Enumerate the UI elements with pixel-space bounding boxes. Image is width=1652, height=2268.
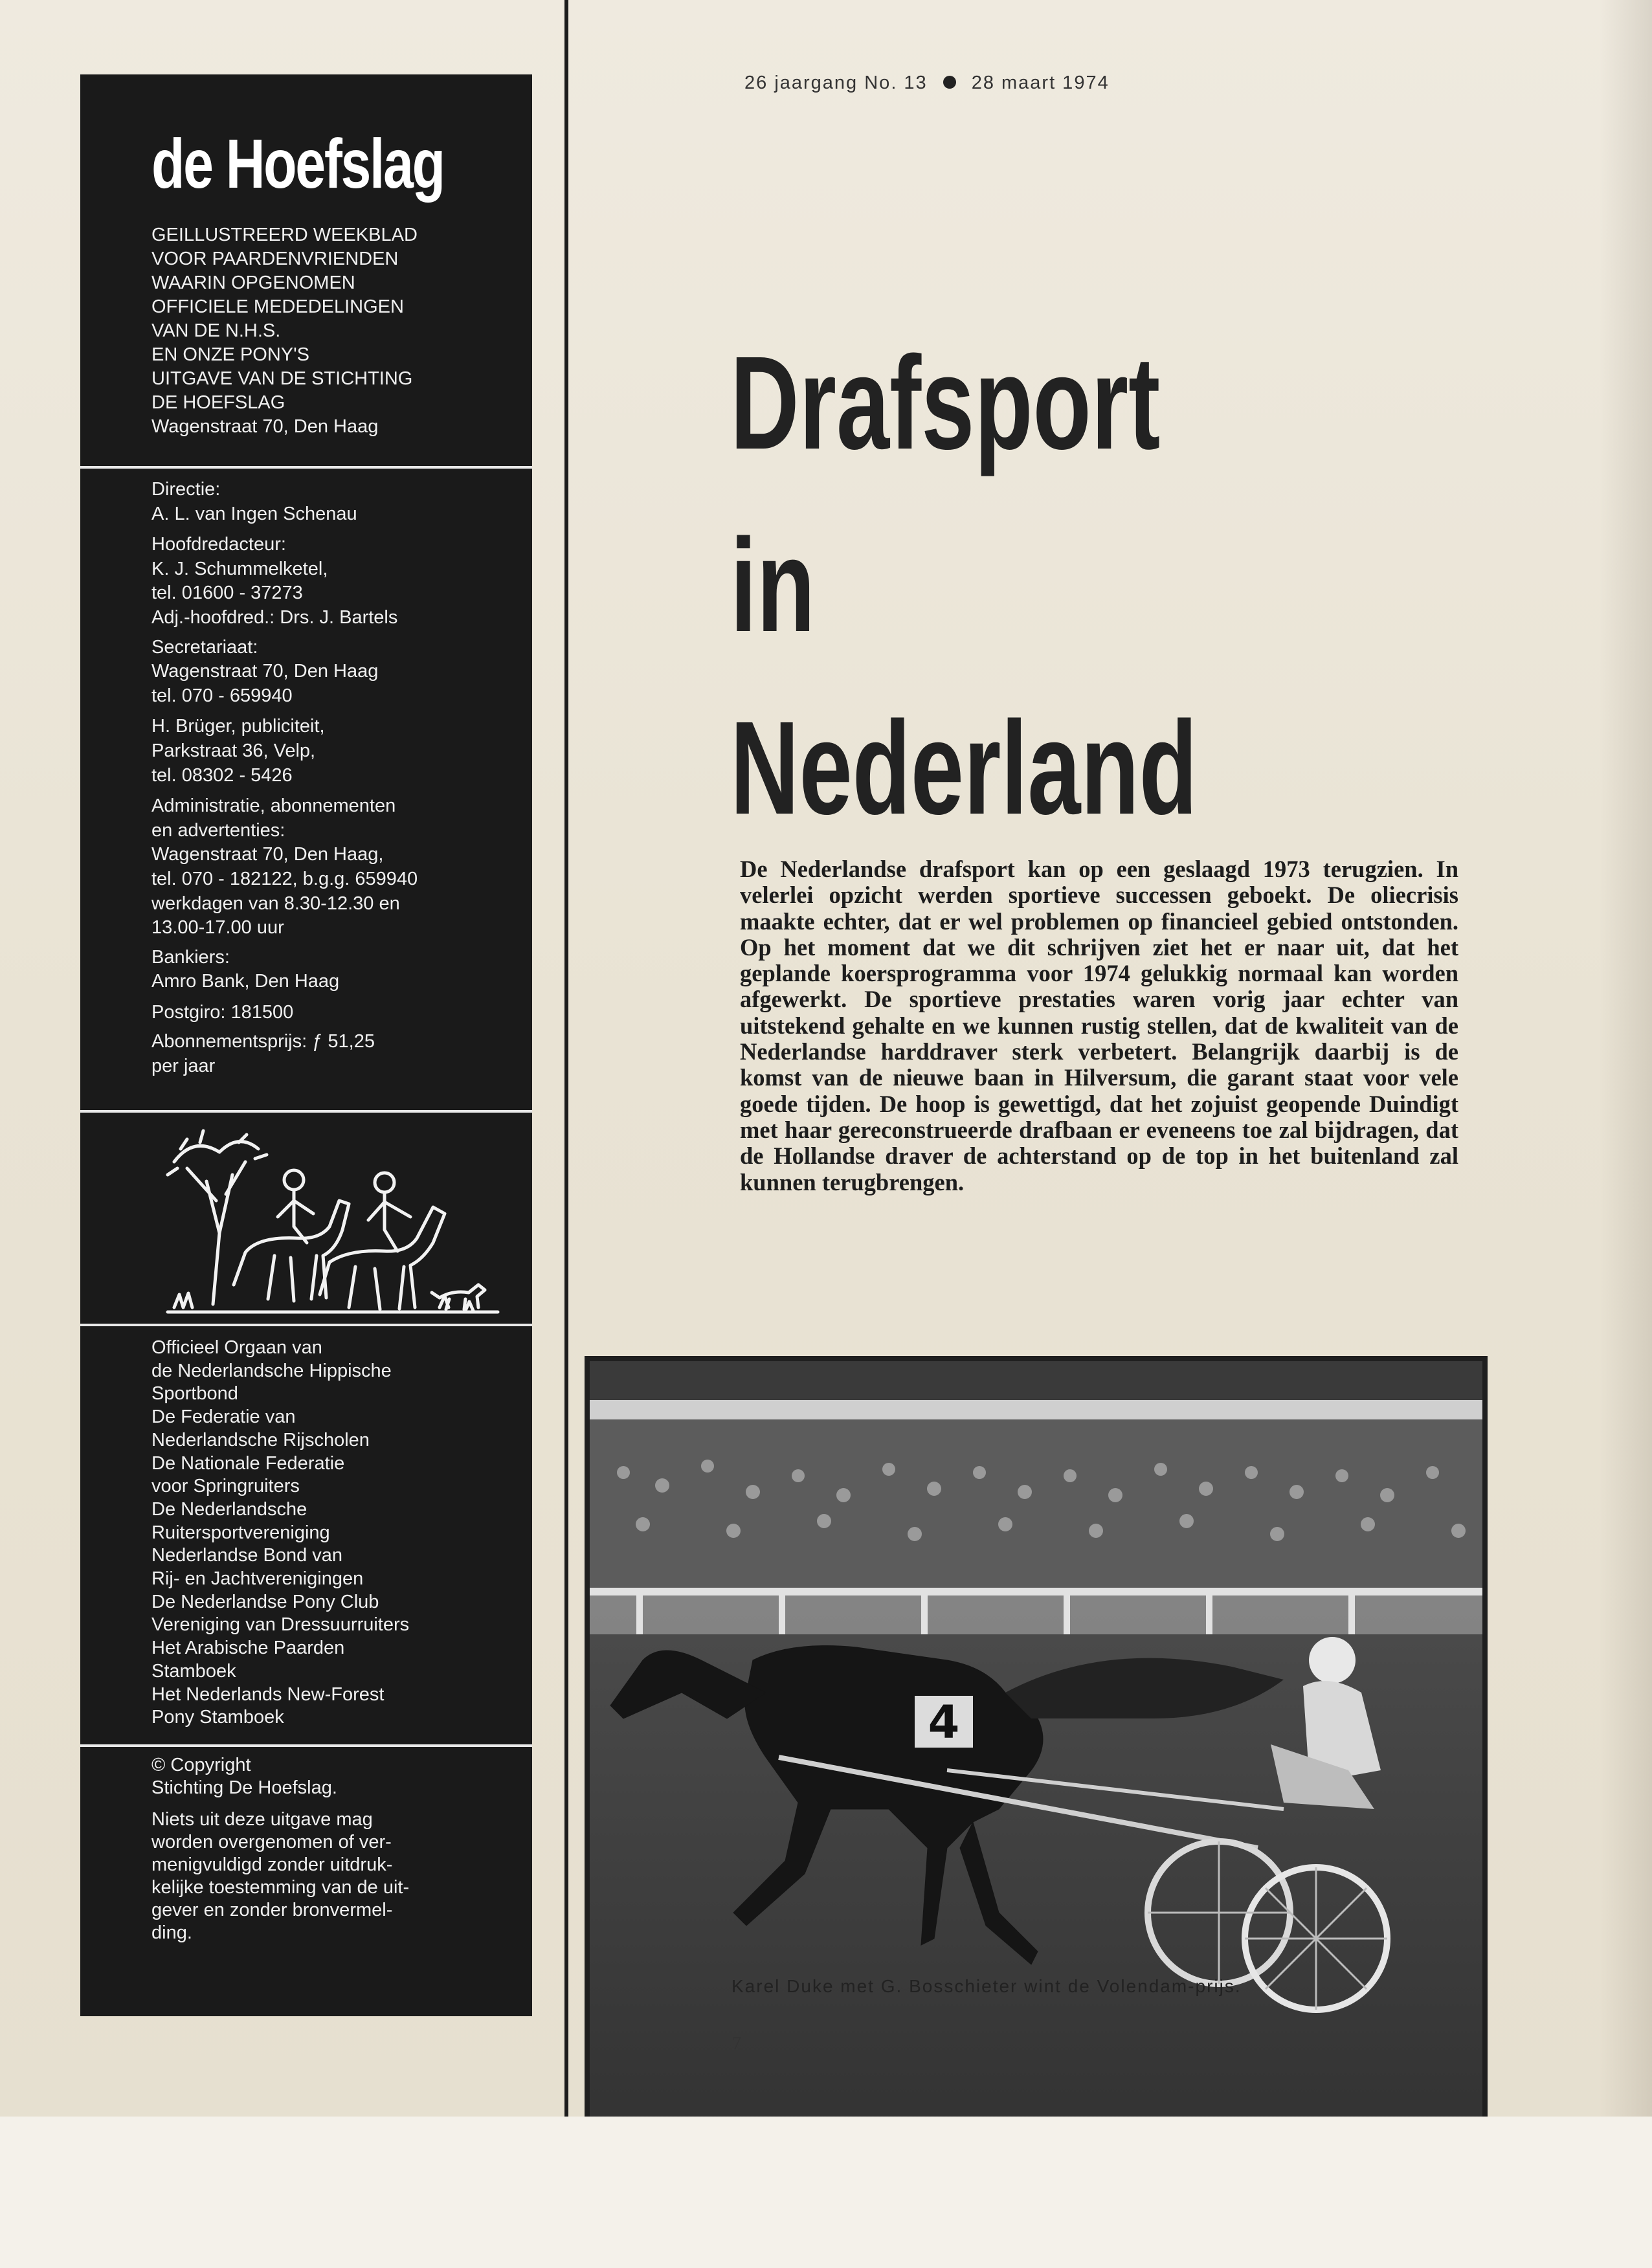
notice-line: menigvuldigd zonder uitdruk- bbox=[151, 1854, 393, 1875]
race-number: 4 bbox=[928, 1696, 960, 1749]
masthead-divider bbox=[80, 1324, 532, 1326]
intro-line: GEILLUSTREERD WEEKBLAD bbox=[151, 225, 418, 245]
intro-line: VOOR PAARDENVRIENDEN bbox=[151, 249, 399, 269]
horse-riders-illustration bbox=[161, 1123, 511, 1317]
headline-line: Drafsport bbox=[730, 329, 1161, 477]
organ-line: Nederlandse Bond van bbox=[151, 1545, 343, 1566]
organ-line: De Federatie van bbox=[151, 1406, 296, 1428]
staff-line: Directie: bbox=[151, 479, 221, 500]
staff-line: K. J. Schummelketel, bbox=[151, 558, 328, 579]
staff-line: Abonnementsprijs: ƒ 51,25 bbox=[151, 1031, 375, 1052]
staff-line: per jaar bbox=[151, 1056, 216, 1077]
photo-caption: Karel Duke met G. Bosschieter wint de Volendam-prijs. bbox=[731, 1976, 1242, 1996]
masthead-divider bbox=[80, 466, 532, 469]
masthead-logo: de Hoefslag bbox=[151, 124, 444, 203]
headline-line: Nederland bbox=[730, 694, 1198, 842]
organ-line: Het Nederlands New-Forest bbox=[151, 1684, 385, 1705]
intro-line: EN ONZE PONY'S bbox=[151, 344, 310, 365]
notice-line: kelijke toestemming van de uit- bbox=[151, 1877, 410, 1898]
article-intro: De Nederlandse drafsport kan op een geslaagd 1973 terugzien. In velerlei opzicht werden sportieve successen geboekt. De oliecrisis maakte echter, dat er wel problemen op financieel gebied ontstonden. Op het moment dat we dit schrijven ziet het er naar uit, dat het geplande koersprogramma voor 1974 gelukkig normaal kan worden afgewerkt. De sportieve prestaties waren vorig jaar echter van uitstekend gehalte en we kunnen rustig stellen, dat de kwaliteit van de Nederlandse harddraver sterk verbetert. Belangrijk daarbij is de komst van de nieuwe baan in Hilversum, die garant staat voor vele goede tijden. De hoop is gewettigd, dat het zojuist geopende Duindigt met haar gereconstrueerde drafbaan er eveneens toe zal bijdragen, dat de Hollandse draver de achterstand op de top in het buitenland zal kunnen terugbrengen. bbox=[740, 856, 1458, 1195]
intro-line: OFFICIELE MEDEDELINGEN bbox=[151, 296, 404, 317]
organ-line: Pony Stamboek bbox=[151, 1707, 284, 1728]
staff-line: tel. 070 - 659940 bbox=[151, 685, 293, 706]
organ-line: Officieel Orgaan van bbox=[151, 1337, 322, 1358]
masthead-intro bbox=[151, 223, 532, 439]
staff-line: H. Brüger, publiciteit, bbox=[151, 716, 325, 737]
organ-line: Nederlandsche Rijscholen bbox=[151, 1429, 370, 1451]
organ-line: Ruitersportvereniging bbox=[151, 1522, 330, 1543]
staff-line: Adj.-hoofdred.: Drs. J. Bartels bbox=[151, 606, 398, 628]
trotting-race-photo bbox=[585, 1356, 1488, 2238]
intro-line: VAN DE N.H.S. bbox=[151, 320, 281, 341]
organ-line: Vereniging van Dressuurruiters bbox=[151, 1614, 410, 1636]
masthead-staff bbox=[151, 478, 532, 1079]
intro-line: WAARIN OPGENOMEN bbox=[151, 272, 355, 293]
staff-line: en advertenties: bbox=[151, 819, 285, 841]
issue-line bbox=[744, 72, 1262, 94]
staff-line: Amro Bank, Den Haag bbox=[151, 971, 340, 992]
organ-line: De Nationale Federatie bbox=[151, 1452, 345, 1474]
organ-line: Stamboek bbox=[151, 1660, 236, 1682]
masthead-divider bbox=[80, 1110, 532, 1113]
copyright-line: Stichting De Hoefslag. bbox=[151, 1777, 337, 1798]
scan-bottom-margin bbox=[0, 2117, 1652, 2268]
staff-line: Bankiers: bbox=[151, 946, 230, 968]
intro-line: UITGAVE VAN DE STICHTING bbox=[151, 368, 413, 389]
intro-line: Wagenstraat 70, Den Haag bbox=[151, 416, 379, 437]
staff-line: Postgiro: 181500 bbox=[151, 1001, 294, 1023]
page-edge-shadow bbox=[1599, 0, 1652, 2268]
notice-line: ding. bbox=[151, 1922, 192, 1943]
issue-volume: 26 jaargang No. 13 bbox=[744, 72, 928, 93]
masthead-copyright bbox=[151, 1754, 532, 1944]
organ-line: de Nederlandsche Hippische bbox=[151, 1360, 392, 1381]
notice-line: gever en zonder bronvermel- bbox=[151, 1900, 393, 1920]
bullet-icon bbox=[943, 76, 956, 89]
staff-line: tel. 08302 - 5426 bbox=[151, 764, 293, 786]
column-rule bbox=[564, 0, 568, 2117]
staff-line: tel. 01600 - 37273 bbox=[151, 583, 303, 604]
staff-line: Secretariaat: bbox=[151, 636, 258, 658]
staff-line: 13.00-17.00 uur bbox=[151, 917, 284, 939]
organ-line: De Nederlandse Pony Club bbox=[151, 1591, 379, 1612]
staff-line: Parkstraat 36, Velp, bbox=[151, 740, 316, 761]
notice-line: Niets uit deze uitgave mag bbox=[151, 1809, 373, 1830]
issue-date: 28 maart 1974 bbox=[971, 72, 1110, 93]
copyright-line: © Copyright bbox=[151, 1755, 251, 1775]
article-headline bbox=[730, 312, 1336, 860]
staff-line: Hoofdredacteur: bbox=[151, 534, 286, 555]
page-number: 7 bbox=[732, 2034, 741, 2054]
organ-line: Sportbond bbox=[151, 1383, 238, 1405]
organ-line: voor Springruiters bbox=[151, 1476, 300, 1497]
staff-line: tel. 070 - 182122, b.g.g. 659940 bbox=[151, 868, 418, 889]
staff-line: Wagenstraat 70, Den Haag, bbox=[151, 844, 384, 865]
masthead-divider bbox=[80, 1744, 532, 1747]
notice-line: worden overgenomen of ver- bbox=[151, 1832, 392, 1852]
intro-line: DE HOEFSLAG bbox=[151, 392, 285, 413]
staff-line: A. L. van Ingen Schenau bbox=[151, 503, 357, 524]
organ-line: Rij- en Jachtverenigingen bbox=[151, 1568, 364, 1590]
masthead-panel bbox=[80, 74, 532, 2016]
organ-line: Het Arabische Paarden bbox=[151, 1638, 345, 1659]
staff-line: Administratie, abonnementen bbox=[151, 795, 396, 817]
headline-line: in bbox=[730, 511, 816, 660]
staff-line: werkdagen van 8.30-12.30 en bbox=[151, 893, 400, 914]
masthead-organs bbox=[151, 1337, 532, 1729]
staff-line: Wagenstraat 70, Den Haag bbox=[151, 661, 379, 682]
organ-line: De Nederlandsche bbox=[151, 1498, 307, 1520]
